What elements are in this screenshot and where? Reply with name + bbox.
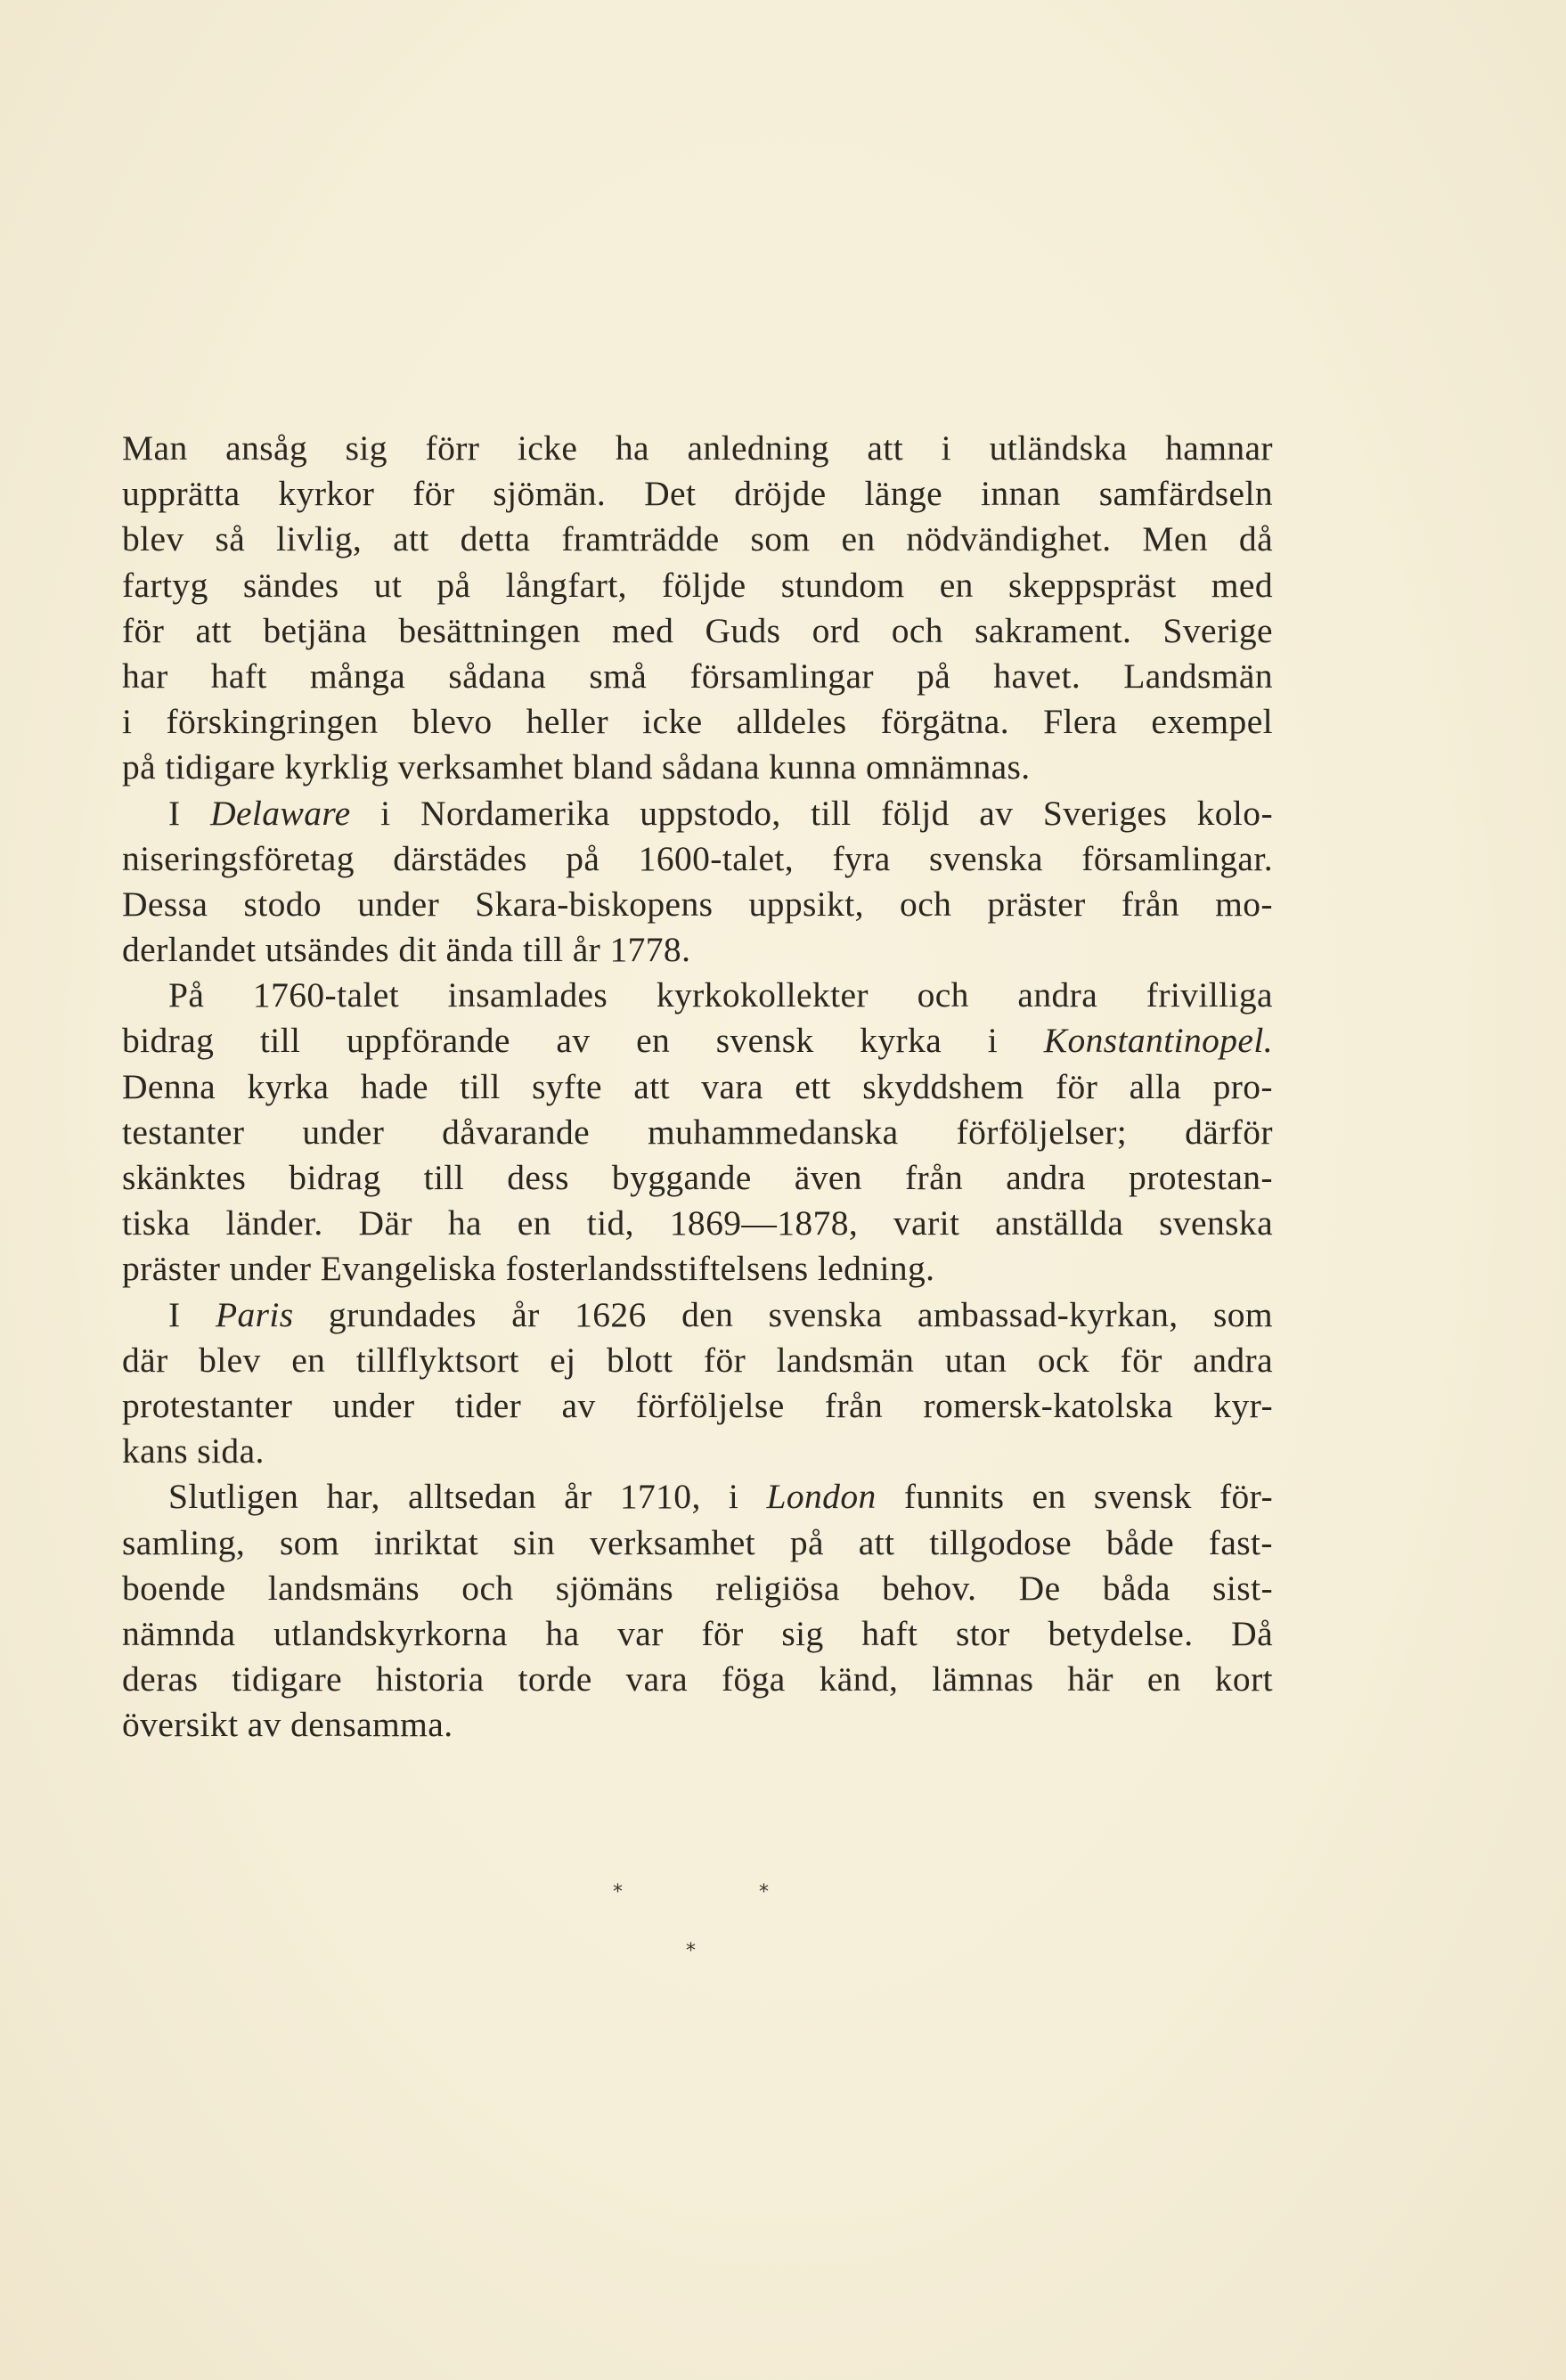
text-line: [122, 1611, 1273, 1657]
text-segment: funnits en svensk för-: [876, 1477, 1273, 1517]
text-segment: deras tidigare historia torde vara föga känd, lämnas här en kort: [122, 1659, 1273, 1699]
text-segment: skänktes bidrag till dess byggande även från andra protestan-: [122, 1158, 1273, 1197]
italic-place-name: Konstantinopel.: [1043, 1021, 1273, 1061]
text-segment: har haft många sådana små församlingar på havet. Landsmän: [122, 656, 1273, 696]
text-line: [122, 1018, 1273, 1064]
text-segment: protestanter under tider av förföljelse från romersk-katolska kyr-: [122, 1385, 1273, 1425]
text-line: [122, 1201, 1273, 1246]
text-segment: fartyg sändes ut på långfart, följde stundom en skeppspräst med: [122, 565, 1273, 605]
text-line: [122, 973, 1273, 1018]
text-line: [122, 836, 1273, 882]
text-line: [122, 1566, 1273, 1611]
text-line: [122, 882, 1273, 927]
text-segment: Denna kyrka hade till syfte att vara ett skyddshem för alla pro-: [122, 1066, 1273, 1106]
text-line: [122, 1429, 1273, 1474]
text-segment: i Nordamerika uppstodo, till följd av Sveriges kolo-: [350, 793, 1273, 833]
italic-place-name: Delaware: [210, 793, 351, 833]
text-segment: bidrag till uppförande av en svensk kyrka i: [122, 1021, 1044, 1061]
text-line: [122, 517, 1273, 562]
text-line: [122, 699, 1273, 745]
text-line: [122, 1520, 1273, 1566]
text-segment: där blev en tillflyktsort ej blott för landsmän utan ock för andra: [122, 1340, 1273, 1380]
text-line: [122, 745, 1273, 790]
asterisk-ornament: *: [759, 1881, 769, 1903]
text-line: [122, 1110, 1273, 1155]
body-text: [122, 426, 1273, 1748]
text-segment: niseringsföretag därstädes på 1600-talet, fyra svenska församlingar.: [122, 838, 1273, 878]
text-line: [122, 1657, 1273, 1702]
text-line: [122, 654, 1273, 699]
text-segment: tiska länder. Där ha en tid, 1869—1878, varit anställda svenska: [122, 1203, 1273, 1243]
text-line: [122, 1702, 1273, 1748]
text-segment: Dessa stodo under Skara-biskopens uppsikt, och präster från mo-: [122, 884, 1273, 924]
text-segment: nämnda utlandskyrkorna ha var för sig haft stor betydelse. Då: [122, 1613, 1273, 1653]
text-segment: präster under Evangeliska fosterlandsstiftelsens ledning.: [122, 1249, 935, 1289]
text-line: [122, 608, 1273, 654]
italic-place-name: Paris: [215, 1294, 294, 1334]
text-segment: kans sida.: [122, 1431, 265, 1471]
text-line: [122, 1064, 1273, 1110]
text-segment: översikt av densamma.: [122, 1705, 453, 1745]
text-line: [122, 471, 1273, 517]
text-line: [122, 426, 1273, 471]
text-segment: på tidigare kyrklig verksamhet bland sådana kunna omnämnas.: [122, 747, 1031, 787]
text-segment: I: [168, 1294, 216, 1334]
text-segment: I: [168, 793, 211, 833]
text-segment: På 1760-talet insamlades kyrkokollekter och andra frivilliga: [168, 975, 1273, 1015]
text-line: [122, 1338, 1273, 1383]
text-line: [122, 563, 1273, 608]
asterisk-ornament: *: [613, 1881, 623, 1903]
text-line: [122, 791, 1273, 836]
text-line: [122, 1246, 1273, 1292]
text-line: [122, 1474, 1273, 1520]
text-segment: blev så livlig, att detta framträdde som en nödvändighet. Men då: [122, 519, 1273, 559]
text-segment: för att betjäna besättningen med Guds ord och sakrament. Sverige: [122, 610, 1273, 650]
text-segment: boende landsmäns och sjömäns religiösa behov. De båda sist-: [122, 1568, 1273, 1608]
text-segment: upprätta kyrkor för sjömän. Det dröjde länge innan samfärdseln: [122, 474, 1273, 514]
text-line: [122, 1383, 1273, 1429]
text-segment: samling, som inriktat sin verksamhet på att tillgodose både fast-: [122, 1522, 1273, 1562]
text-line: [122, 1292, 1273, 1338]
text-segment: grundades år 1626 den svenska ambassad-kyrkan, som: [293, 1294, 1273, 1334]
text-line: [122, 1155, 1273, 1201]
text-segment: i förskingringen blevo heller icke alldeles förgätna. Flera exempel: [122, 702, 1273, 742]
text-segment: Slutligen har, alltsedan år 1710, i: [168, 1477, 767, 1517]
italic-place-name: London: [766, 1477, 877, 1517]
text-segment: testanter under dåvarande muhammedanska förföljelser; därför: [122, 1112, 1273, 1152]
asterisk-ornament: *: [686, 1940, 696, 1962]
text-segment: Man ansåg sig förr icke ha anledning att i utländska hamnar: [122, 428, 1273, 468]
text-segment: derlandet utsändes dit ända till år 1778.: [122, 930, 691, 970]
text-line: [122, 927, 1273, 973]
